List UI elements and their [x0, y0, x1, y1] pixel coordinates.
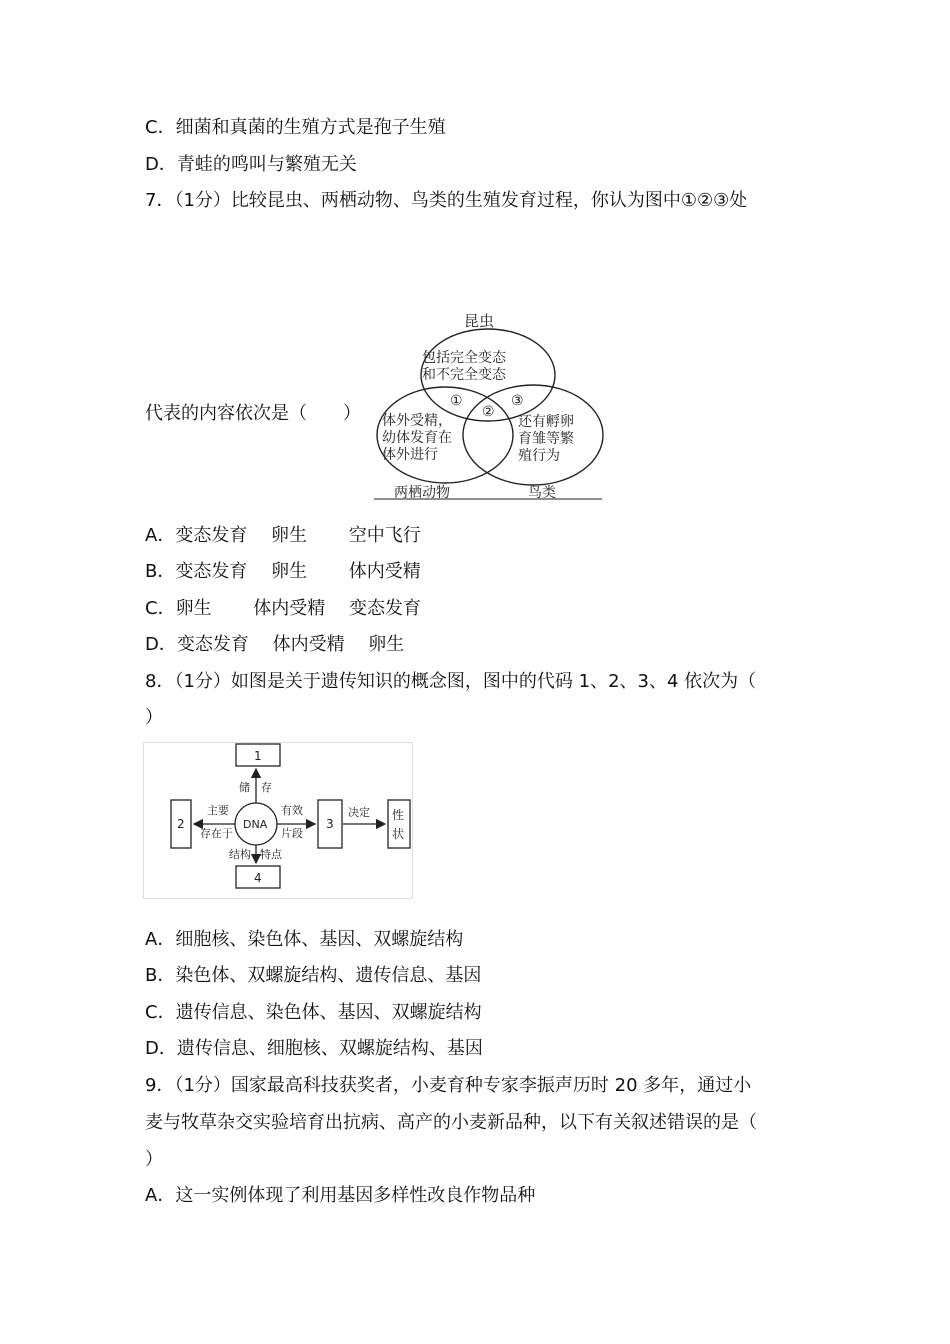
trait-label-2: 状 — [392, 827, 405, 841]
box-1-label: 1 — [254, 749, 262, 763]
venn-mark-1: ① — [450, 393, 463, 409]
option-b-q8: B．染色体、双螺旋结构、遗传信息、基因 — [145, 965, 482, 986]
venn-left-text-2: 幼体发育在 — [382, 430, 452, 446]
venn-right-text-3: 殖行为 — [518, 448, 560, 464]
box-3-label: 3 — [326, 817, 334, 831]
option-d-q8: D．遗传信息、细胞核、双螺旋结构、基因 — [145, 1038, 483, 1059]
question-7-stem-end: 代表的内容依次是（ ） — [145, 403, 361, 424]
venn-right-text-1: 还有孵卵 — [518, 414, 574, 430]
question-9-stem-end: ） — [145, 1149, 163, 1170]
venn-top-label: 昆虫 — [464, 312, 495, 330]
option-d-q6: D．青蛙的鸣叫与繁殖无关 — [145, 154, 357, 175]
option-b-q7: B．变态发育 卵生 体内受精 — [145, 561, 421, 582]
question-8-stem-end: ） — [145, 707, 163, 728]
question-9-stem-1: 9．（1分）国家最高科技获奖者，小麦育种专家李振声历时 20 多年，通过小 — [145, 1075, 752, 1096]
venn-top-text-1: 包括完全变态 — [422, 350, 506, 366]
option-c-q6: C．细菌和真菌的生殖方式是孢子生殖 — [145, 117, 446, 138]
venn-mark-2: ② — [482, 404, 495, 420]
right-label-1: 有效 — [281, 804, 303, 817]
right-label-2: 片段 — [281, 827, 303, 840]
option-d-q7: D．变态发育 体内受精 卵生 — [145, 634, 405, 655]
left-label-2: 存在于 — [200, 827, 233, 840]
option-c-q7: C．卵生 体内受精 变态发育 — [145, 598, 422, 619]
venn-left-text-3: 体外进行 — [382, 447, 438, 463]
decide-label: 决定 — [348, 806, 370, 819]
option-a-q8: A．细胞核、染色体、基因、双螺旋结构 — [145, 929, 464, 950]
question-7-stem: 7．（1分）比较昆虫、两栖动物、鸟类的生殖发育过程，你认为图中①②③处 — [145, 190, 748, 211]
up-label-1: 储 — [239, 781, 250, 794]
option-a-q7: A．变态发育 卵生 空中飞行 — [145, 525, 421, 546]
venn-bottom-left-label: 两栖动物 — [394, 485, 450, 501]
venn-left-text-1: 体外受精， — [382, 413, 452, 429]
dna-label: DNA — [243, 818, 268, 831]
box-2-label: 2 — [177, 817, 185, 831]
left-label-1: 主要 — [207, 804, 229, 817]
venn-bottom-right-label: 鸟类 — [528, 485, 556, 501]
venn-top-text-2: 和不完全变态 — [422, 367, 506, 383]
down-label-1: 结构 — [229, 848, 251, 861]
up-label-2: 存 — [261, 781, 272, 794]
venn-mark-3: ③ — [511, 393, 524, 409]
option-c-q8: C．遗传信息、染色体、基因、双螺旋结构 — [145, 1002, 482, 1023]
question-9-stem-2: 麦与牧草杂交实验培育出抗病、高产的小麦新品种，以下有关叙述错误的是（ — [145, 1112, 757, 1133]
venn-diagram — [370, 305, 605, 505]
concept-map — [143, 742, 413, 899]
down-label-2: 特点 — [260, 848, 282, 861]
question-8-stem: 8．（1分）如图是关于遗传知识的概念图，图中的代码 1、2、3、4 依次为（ — [145, 671, 757, 692]
option-a-q9: A．这一实例体现了利用基因多样性改良作物品种 — [145, 1185, 536, 1206]
venn-right-text-2: 育雏等繁 — [518, 431, 574, 447]
box-4-label: 4 — [254, 871, 262, 885]
trait-label-1: 性 — [392, 808, 405, 822]
